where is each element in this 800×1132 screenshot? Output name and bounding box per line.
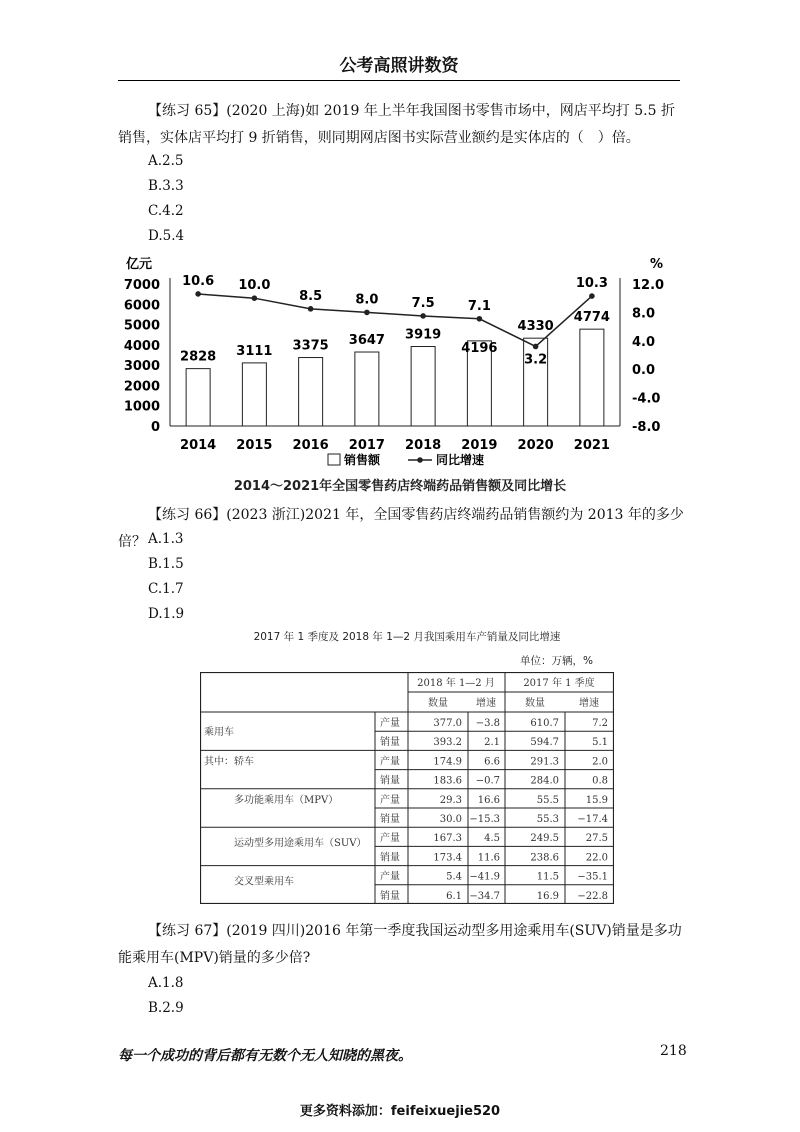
group-header-2018: 2018 年 1—2 月 xyxy=(417,678,495,689)
y-tick-label: 3000 xyxy=(123,359,160,375)
bar-sales-2020 xyxy=(524,338,548,426)
question-65-option-d: D.5.4 xyxy=(148,228,185,244)
bar-value-label: 3375 xyxy=(292,338,329,354)
question-65-option-c: C.4.2 xyxy=(148,203,184,219)
question-67-option-b: B.2.9 xyxy=(148,1000,184,1016)
y-tick-label: 2000 xyxy=(123,379,160,395)
x-tick-label: 2015 xyxy=(236,438,273,453)
row-label: 乘用车 xyxy=(204,727,234,739)
table-cell: −34.7 xyxy=(469,890,500,902)
x-tick-label: 2014 xyxy=(180,438,217,453)
bar-sales-2014 xyxy=(186,369,210,426)
growth-value-label: 10.3 xyxy=(575,276,608,292)
y2-tick-label: -8.0 xyxy=(632,420,661,435)
question-66-option-a: A.1.3 xyxy=(148,531,184,547)
table-cell: 284.0 xyxy=(530,775,559,787)
bar-sales-2018 xyxy=(411,347,435,426)
growth-point-2015 xyxy=(252,295,258,301)
x-tick-label: 2019 xyxy=(461,438,498,453)
table-border xyxy=(201,673,614,904)
row-label: 多功能乘用车（MPV） xyxy=(234,794,339,806)
table-cell: 2.0 xyxy=(592,756,608,768)
table-cell: 173.4 xyxy=(433,852,462,864)
y-tick-label: 4000 xyxy=(123,338,160,354)
table-cell: 174.9 xyxy=(433,756,462,768)
y2-axis-label: % xyxy=(650,257,664,272)
header-rule xyxy=(118,80,680,81)
table-cell: −3.8 xyxy=(475,718,500,729)
legend-label-sales: 销售额 xyxy=(344,453,381,467)
growth-value-label: 8.0 xyxy=(355,292,379,308)
question-67-option-a: A.1.8 xyxy=(148,975,184,991)
row-label: 交叉型乘用车 xyxy=(234,876,294,888)
bar-sales-2021 xyxy=(580,329,604,426)
table-cell: 30.0 xyxy=(439,814,462,825)
y-tick-label: 0 xyxy=(150,420,160,435)
x-tick-label: 2021 xyxy=(573,438,610,453)
bar-value-label: 3111 xyxy=(236,343,273,359)
table-cell: 55.5 xyxy=(536,794,559,806)
y-tick-label: 5000 xyxy=(123,318,160,334)
y2-tick-label: -4.0 xyxy=(632,391,661,407)
row-kind: 产量 xyxy=(380,718,400,729)
table-cell: 16.6 xyxy=(477,794,500,806)
growth-point-2014 xyxy=(195,291,201,297)
question-67-text: 【练习 67】(2019 四川)2016 年第一季度我国运动型多用途乘用车(SUV)销量是多功能乘用车(MPV)销量的多少倍? xyxy=(118,923,682,966)
x-tick-label: 2016 xyxy=(292,438,329,453)
growth-value-label: 3.2 xyxy=(524,352,548,368)
row-kind: 产量 xyxy=(380,794,400,806)
bar-value-label: 4774 xyxy=(573,310,610,326)
footer-motto: 每一个成功的背后都有无数个无人知晓的黑夜。 xyxy=(118,1048,412,1064)
table-cell: 610.7 xyxy=(530,718,559,729)
page-header-title: 公考高照讲数资 xyxy=(339,56,459,76)
question-66-option-c: C.1.7 xyxy=(148,581,184,597)
table-cell: 15.9 xyxy=(585,794,608,806)
row-kind: 销量 xyxy=(380,852,400,864)
sub-header: 增速 xyxy=(476,698,496,709)
x-tick-label: 2018 xyxy=(405,438,442,453)
growth-point-2017 xyxy=(364,310,370,316)
bar-sales-2015 xyxy=(242,363,266,426)
sales-growth-chart xyxy=(110,252,690,474)
table-cell: 29.3 xyxy=(439,794,462,806)
table-cell: 5.4 xyxy=(446,871,462,883)
table-cell: −15.3 xyxy=(469,814,500,825)
table-cell: −22.8 xyxy=(577,890,608,902)
table-cell: 0.8 xyxy=(592,775,608,787)
growth-value-label: 10.0 xyxy=(238,278,271,294)
table-cell: 7.2 xyxy=(592,718,608,729)
question-66-option-b: B.1.5 xyxy=(148,556,184,572)
row-kind: 销量 xyxy=(380,890,400,902)
y-tick-label: 7000 xyxy=(123,278,160,293)
table-cell: 11.6 xyxy=(477,852,500,864)
growth-value-label: 7.5 xyxy=(411,295,435,311)
table-unit: 单位：万辆，% xyxy=(520,655,593,667)
legend-label-growth: 同比增速 xyxy=(436,453,485,467)
table-cell: 249.5 xyxy=(530,833,559,845)
table-cell: 22.0 xyxy=(585,852,608,864)
growth-point-2021 xyxy=(589,293,595,299)
growth-point-2018 xyxy=(420,313,426,319)
row-kind: 销量 xyxy=(380,814,400,825)
table-cell: 55.3 xyxy=(536,814,559,825)
row-label: 运动型多用途乘用车（SUV） xyxy=(234,838,367,850)
growth-value-label: 10.6 xyxy=(182,273,215,289)
table-cell: 2.1 xyxy=(484,737,500,749)
y-tick-label: 6000 xyxy=(123,298,160,314)
table-cell: 238.6 xyxy=(530,852,559,864)
page-number: 218 xyxy=(660,1043,687,1059)
table-cell: 167.3 xyxy=(433,833,462,845)
row-kind: 销量 xyxy=(380,775,400,787)
sub-header: 数量 xyxy=(525,698,545,709)
bar-value-label: 3919 xyxy=(405,327,442,343)
sub-header: 数量 xyxy=(428,698,448,709)
bar-value-label: 3647 xyxy=(348,333,385,349)
table-cell: 5.1 xyxy=(592,737,608,749)
sub-header: 增速 xyxy=(579,698,599,709)
legend-swatch-sales xyxy=(328,454,340,465)
table-cell: 4.5 xyxy=(484,833,500,845)
row-kind: 产量 xyxy=(380,756,400,768)
table-cell: −41.9 xyxy=(469,871,500,883)
y2-tick-label: 0.0 xyxy=(632,363,656,379)
table-title: 2017 年 1 季度及 2018 年 1—2 月我国乘用车产销量及同比增速 xyxy=(253,631,561,643)
bar-value-label: 2828 xyxy=(180,349,217,365)
table-cell: −17.4 xyxy=(577,814,608,825)
table-cell: 11.5 xyxy=(536,871,559,883)
question-66-text: 【练习 66】(2023 浙江)2021 年，全国零售药店终端药品销售额约为 2013 年的多少倍？ xyxy=(118,507,684,550)
row-label: 其中：轿车 xyxy=(204,756,254,768)
question-66-option-d: D.1.9 xyxy=(148,606,185,622)
legend-swatch-growth-point xyxy=(417,457,423,463)
row-kind: 产量 xyxy=(380,871,400,883)
table-cell: −0.7 xyxy=(475,775,500,787)
question-65-option-a: A.2.5 xyxy=(148,153,184,169)
growth-point-2019 xyxy=(477,316,483,322)
table-cell: 183.6 xyxy=(433,775,462,787)
table-cell: 594.7 xyxy=(530,737,559,749)
table-cell: 291.3 xyxy=(530,756,559,768)
growth-point-2020 xyxy=(533,344,539,350)
table-cell: 6.6 xyxy=(484,756,500,768)
bar-value-label: 4196 xyxy=(461,340,498,356)
growth-point-2016 xyxy=(308,306,314,312)
question-65-text: 【练习 65】(2020 上海)如 2019 年上半年我国图书零售市场中，网店平均打 5.5 折销售，实体店平均打 9 折销售，则同期网店图书实际营业额约是实体店的（ ）倍。 xyxy=(118,103,675,146)
y2-tick-label: 12.0 xyxy=(632,278,665,293)
table-cell: 16.9 xyxy=(536,890,559,902)
row-kind: 销量 xyxy=(380,737,400,749)
table-cell: 377.0 xyxy=(433,718,462,729)
bar-sales-2017 xyxy=(355,352,379,426)
growth-value-label: 8.5 xyxy=(299,288,323,304)
bar-value-label: 4330 xyxy=(517,319,554,335)
table-cell: 393.2 xyxy=(433,737,462,749)
group-header-2017: 2017 年 1 季度 xyxy=(523,678,595,689)
y-axis-label: 亿元 xyxy=(126,257,153,272)
question-65-option-b: B.3.3 xyxy=(148,178,184,194)
y2-tick-label: 4.0 xyxy=(632,334,656,350)
x-tick-label: 2020 xyxy=(517,438,554,453)
row-kind: 产量 xyxy=(380,833,400,845)
y-tick-label: 1000 xyxy=(123,399,160,415)
table-cell: 27.5 xyxy=(585,833,608,845)
table-cell: −35.1 xyxy=(577,871,608,883)
footer-contact: 更多资料添加：feifeixuejie520 xyxy=(299,1104,501,1119)
y2-tick-label: 8.0 xyxy=(632,306,656,322)
table-cell: 6.1 xyxy=(446,890,462,902)
chart-title: 2014～2021年全国零售药店终端药品销售额及同比增长 xyxy=(233,479,567,494)
x-tick-label: 2017 xyxy=(348,438,385,453)
growth-value-label: 7.1 xyxy=(467,298,491,314)
bar-sales-2016 xyxy=(299,358,323,426)
vehicle-production-table xyxy=(200,672,614,904)
